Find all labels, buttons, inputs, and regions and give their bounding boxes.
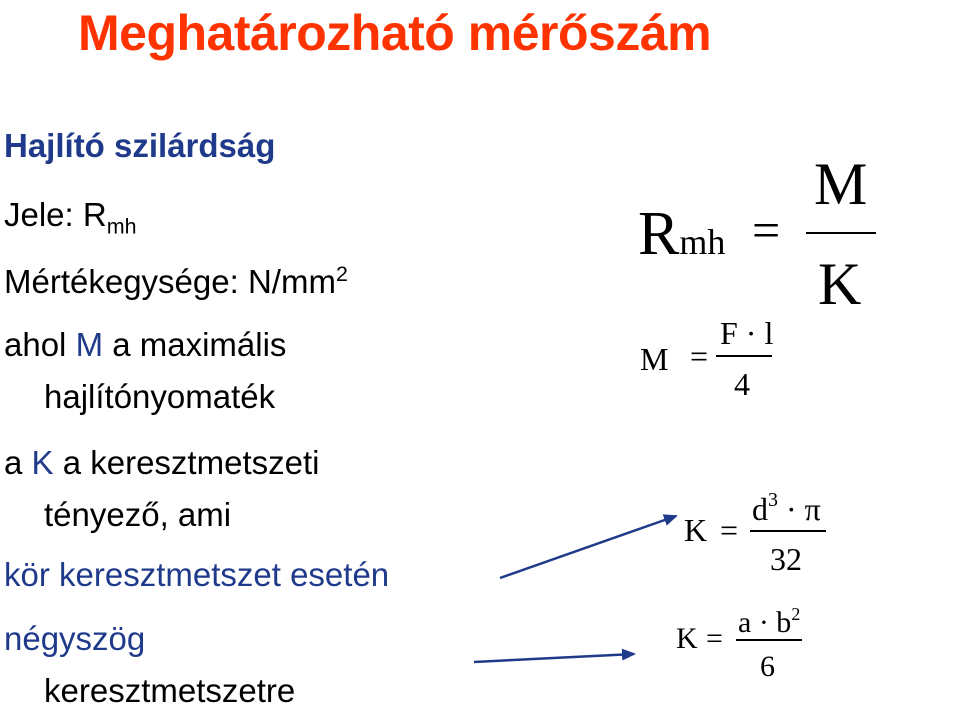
- moment-formula-lhs: M: [640, 341, 669, 377]
- square-num-base: a · b: [738, 606, 792, 639]
- main-lhs-symbol: R: [638, 200, 680, 268]
- circle-num-exponent: 3: [768, 489, 778, 511]
- square-case-line2: keresztmetszetre: [44, 672, 296, 709]
- where-k-text-a: a: [4, 444, 32, 481]
- main-formula-denominator: K: [818, 251, 862, 317]
- where-m-text-a: ahol: [4, 326, 76, 363]
- moment-formula-equals: =: [690, 338, 709, 374]
- circle-num-base: d: [752, 491, 768, 527]
- square-formula-equals: =: [706, 622, 723, 655]
- main-formula-equals: =: [752, 202, 781, 258]
- circle-case-text: kör keresztmetszet esetén: [4, 556, 390, 593]
- circle-formula-equals: =: [720, 512, 739, 548]
- where-m-line2: hajlítónyomaték: [44, 378, 276, 415]
- symbol-subscript: mh: [106, 214, 137, 239]
- circle-num-rest: · π: [778, 491, 821, 527]
- where-m-var: M: [75, 326, 104, 363]
- main-formula-numerator: M: [814, 151, 868, 217]
- unit-prefix: Mértékegysége: N/mm: [4, 263, 336, 300]
- square-num-exponent: 2: [791, 604, 801, 624]
- moment-formula-denominator: 4: [734, 366, 750, 402]
- square-case-arrow: [474, 654, 634, 662]
- circle-case-arrow: [500, 516, 676, 578]
- unit-superscript: 2: [335, 262, 348, 286]
- circle-formula-lhs: K: [684, 512, 708, 548]
- section-heading: Hajlító szilárdság: [4, 127, 276, 164]
- square-formula-denominator: 6: [760, 650, 775, 683]
- circle-formula-denominator: 32: [770, 541, 802, 577]
- symbol-prefix: Jele: R: [4, 196, 107, 233]
- where-k-var: K: [31, 444, 54, 481]
- moment-formula-numerator: F · l: [720, 315, 774, 351]
- where-m-text-b: a maximális: [103, 326, 287, 363]
- where-k-line2: tényező, ami: [44, 496, 232, 533]
- where-k-text-b: a keresztmetszeti: [53, 444, 320, 481]
- slide-title: Meghatározható mérőszám: [78, 5, 712, 61]
- main-lhs-subscript: mh: [679, 222, 726, 262]
- square-formula-lhs: K: [676, 622, 698, 655]
- square-case-line1: négyszög: [4, 620, 146, 657]
